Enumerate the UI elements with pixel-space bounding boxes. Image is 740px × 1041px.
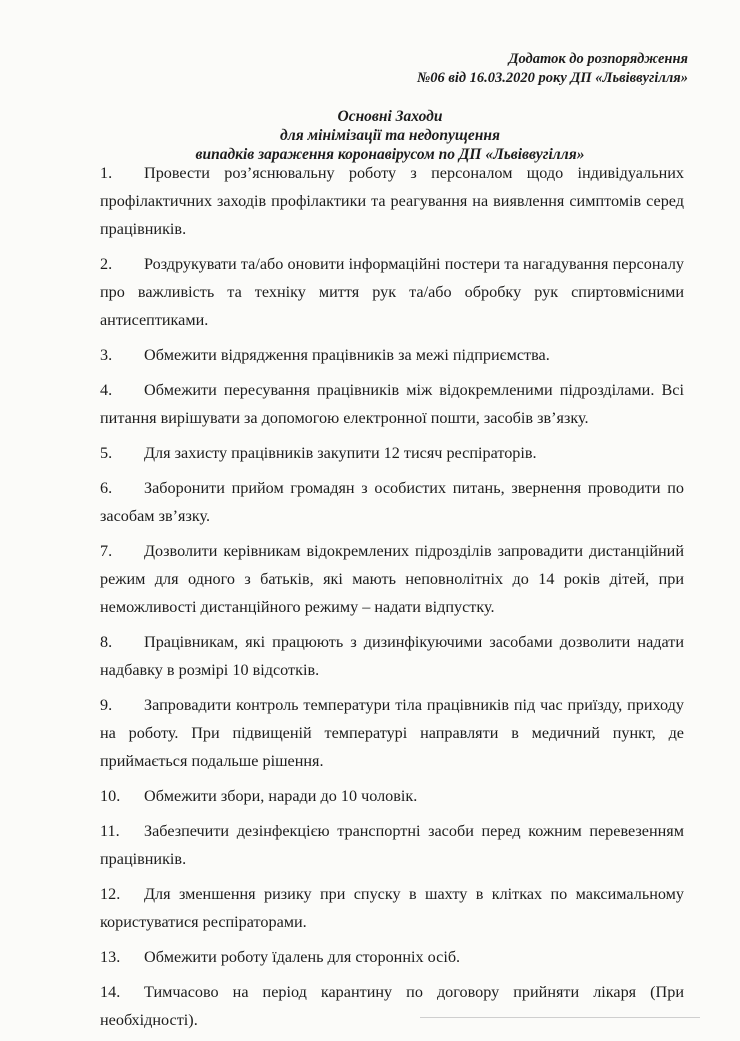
- list-item: [100, 628, 684, 684]
- title-line-2: для мінімізації та недопущення: [280, 127, 500, 144]
- item-number: 8.: [100, 633, 113, 651]
- list-item: [100, 537, 684, 621]
- list-item: [100, 474, 684, 530]
- list-item: [100, 978, 684, 1034]
- list-item: [100, 817, 684, 873]
- item-text: Запровадити контроль температури тіла працівників під час приїзду, приходу на роботу. При підвищеній температурі направляти в медичний пункт, де приймається подальше рішення.: [100, 696, 684, 770]
- item-text: Для зменшення ризику при спуску в шахту в клітках по максимальному користуватися респіраторами.: [100, 885, 684, 931]
- list-item: [100, 159, 684, 243]
- item-number: 1.: [100, 164, 113, 182]
- item-number: 4.: [100, 381, 113, 399]
- item-text: Для захисту працівників закупити 12 тисяч респіраторів.: [144, 444, 537, 462]
- document-title: [0, 107, 740, 164]
- annex-line-1: Додаток до розпорядження: [508, 51, 688, 67]
- item-text: Тимчасово на період карантину по договору прийняти лікаря (При необхідності).: [100, 983, 684, 1029]
- title-line-3: випадків зараження коронавірусом по ДП «Львіввугілля»: [195, 146, 585, 163]
- item-text: Працівникам, які працюють з дизинфікуючими засобами дозволити надати надбавку в розмірі 10 відсотків.: [100, 633, 684, 679]
- item-number: 11.: [100, 822, 120, 840]
- annex-line-2: №06 від 16.03.2020 року ДП «Львіввугілля»: [416, 70, 688, 86]
- list-item: [100, 880, 684, 936]
- item-number: 5.: [100, 444, 113, 462]
- item-text: Обмежити пересування працівників між відокремленими підрозділами. Всі питання вирішувати за допомогою електронної пошти, засобів зв’язку.: [100, 381, 684, 427]
- item-number: 6.: [100, 479, 113, 497]
- item-text: Обмежити збори, наради до 10 чоловік.: [144, 787, 418, 805]
- item-number: 13.: [100, 948, 121, 966]
- item-text: Забезпечити дезінфекцією транспортні засоби перед кожним перевезенням працівників.: [100, 822, 684, 868]
- list-item: [100, 782, 684, 810]
- item-number: 7.: [100, 542, 113, 560]
- item-number: 12.: [100, 885, 121, 903]
- title-line-1: Основні Заходи: [337, 108, 443, 125]
- item-number: 2.: [100, 255, 113, 273]
- annex-header: [417, 50, 688, 88]
- item-number: 9.: [100, 696, 113, 714]
- measures-list: [100, 159, 684, 1041]
- list-item: [100, 250, 684, 334]
- item-number: 10.: [100, 787, 121, 805]
- list-item: [100, 376, 684, 432]
- item-text: Обмежити відрядження працівників за межі підприємства.: [144, 346, 550, 364]
- item-text: Провести роз’яснювальну роботу з персоналом щодо індивідуальних профілактичних заходів профілактики та реагування на виявлення симптомів серед працівників.: [100, 164, 684, 238]
- item-number: 14.: [100, 983, 121, 1001]
- item-text: Дозволити керівникам відокремлених підрозділів запровадити дистанційний режим для одного з батьків, які мають неповнолітніх до 14 років дітей, при неможливості дистанційного режиму – надати відпустку.: [100, 542, 684, 616]
- item-number: 3.: [100, 346, 113, 364]
- list-item: [100, 943, 684, 971]
- list-item: [100, 691, 684, 775]
- list-item: [100, 341, 684, 369]
- scan-artifact-line: [420, 1017, 700, 1018]
- item-text: Роздрукувати та/або оновити інформаційні постери та нагадування персоналу про важливість та техніку миття рук та/або обробку рук спиртовмісними антисептиками.: [100, 255, 684, 329]
- list-item: [100, 439, 684, 467]
- item-text: Заборонити прийом громадян з особистих питань, звернення проводити по засобам зв’язку.: [100, 479, 684, 525]
- item-text: Обмежити роботу їдалень для сторонніх осіб.: [144, 948, 461, 966]
